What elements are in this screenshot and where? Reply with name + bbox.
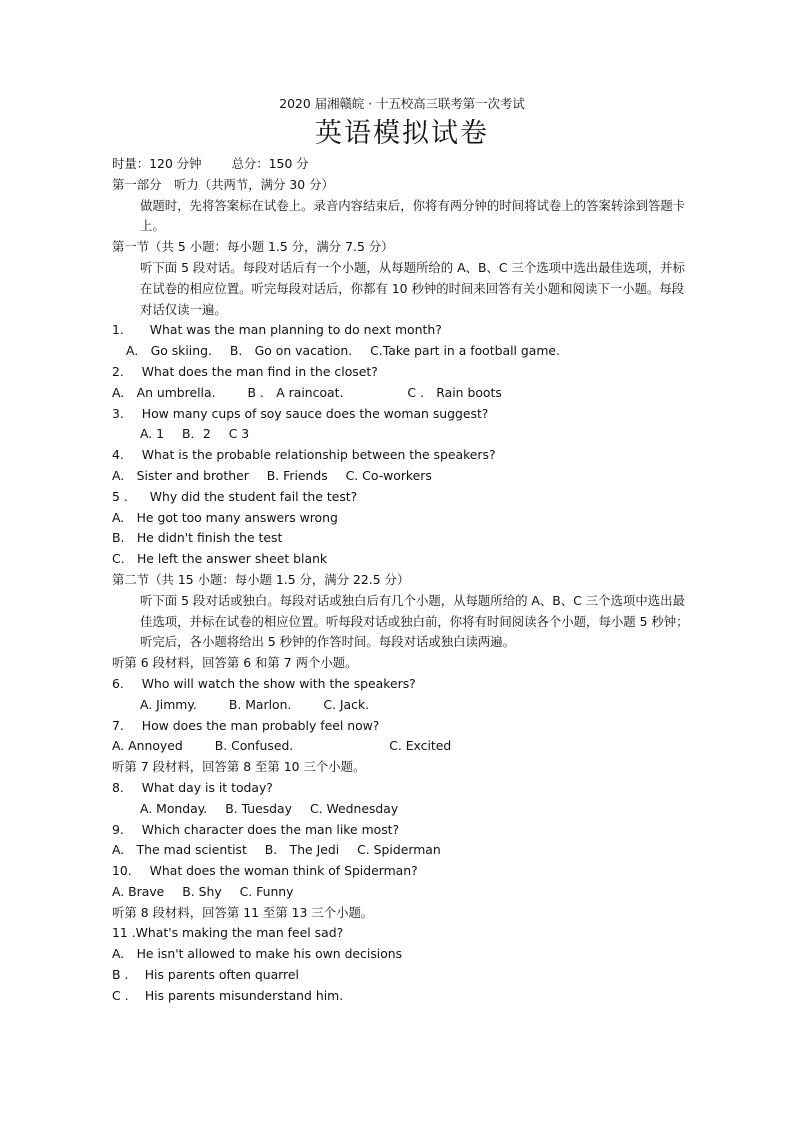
material-7-note: 听第 7 段材料，回答第 8 至第 10 三个小题。 [112, 759, 366, 775]
question-5 [112, 487, 692, 508]
option-c: C. He left the answer sheet blank [112, 551, 328, 567]
question-9-options [112, 840, 692, 861]
option-b: B . His parents often quarrel [112, 967, 299, 983]
question-number: 9. [112, 821, 124, 837]
exam-total: 总分：150 分 [231, 156, 309, 171]
question-6 [112, 674, 692, 695]
option-c: C.Take part in a football game. [370, 343, 560, 359]
question-number: 5 . [112, 488, 128, 504]
option-a: A. The mad scientist [112, 842, 247, 858]
question-text: Why did the student fail the test? [149, 488, 358, 504]
option-b: B. Tuesday [225, 800, 292, 816]
option-a: A. Brave [112, 883, 165, 899]
option-c: C 3 [228, 426, 250, 442]
question-number: 11 . [112, 925, 136, 941]
question-3-options [112, 424, 692, 445]
question-number: 8. [112, 779, 124, 795]
option-a: A. Jimmy. [140, 696, 197, 712]
question-number: 7. [112, 717, 124, 733]
question-text: Which character does the man like most? [141, 821, 400, 837]
option-c: C . Rain boots [407, 384, 502, 400]
section1-instruction: 听下面 5 段对话。每段对话后有一个小题，从每题所给的 A、B、C 三个选项中选出最佳选项，并标在试卷的相应位置。听完每段对话后，你都有 10 秒钟的时间来回答有关小题和阅读下一小题。每段对话仅读一遍。 [140, 259, 685, 317]
question-8-options [112, 799, 692, 820]
question-8 [112, 778, 692, 799]
question-number: 4. [112, 447, 124, 463]
question-2 [112, 362, 692, 383]
question-6-options [112, 695, 692, 716]
option-b: B. He didn't finish the test [112, 530, 283, 546]
option-a: A. Monday. [140, 800, 208, 816]
question-11 [112, 923, 692, 944]
question-7-options [112, 736, 692, 757]
option-c: C . His parents misunderstand him. [112, 987, 344, 1003]
question-text: What was the man planning to do next month? [149, 322, 442, 338]
question-text: What day is it today? [141, 779, 273, 795]
exam-page [112, 94, 692, 1007]
question-1-options [112, 341, 692, 362]
option-a: A. He isn't allowed to make his own decisions [112, 946, 403, 962]
section2-instruction: 听下面 5 段对话或独白。每段对话或独白后有几个小题，从每题所给的 A、B、C 三个选项中选出最佳选项，并标在试卷的相应位置。听每段对话或独白前，你将有时间阅读各个小题，每小题 5 秒钟；听完后，各小题将给出 5 秒钟的作答时间。每段对话或独白读两遍。 [140, 592, 689, 650]
question-4 [112, 445, 692, 466]
question-text: How many cups of soy sauce does the woman suggest? [141, 405, 489, 421]
option-c: C. Spiderman [357, 842, 441, 858]
part1-heading: 第一部分 听力（共两节，满分 30 分） [112, 176, 334, 192]
option-a: A. Annoyed [112, 738, 183, 754]
question-9 [112, 820, 692, 841]
option-a: A. Go skiing. [126, 343, 212, 359]
question-text: What does the woman think of Spiderman? [149, 863, 418, 879]
material-6-note: 听第 6 段材料，回答第 6 和第 7 两个小题。 [112, 655, 358, 671]
section2-heading: 第二节（共 15 小题：每小题 1.5 分，满分 22.5 分） [112, 571, 410, 587]
section1-heading: 第一节（共 5 小题：每小题 1.5 分，满分 7.5 分） [112, 239, 394, 255]
question-number: 10. [112, 863, 132, 879]
option-c: C. Excited [389, 738, 452, 754]
question-4-options [112, 466, 692, 487]
question-number: 2. [112, 363, 124, 379]
question-3 [112, 404, 692, 425]
material-8-note: 听第 8 段材料，回答第 11 至第 13 三个小题。 [112, 904, 374, 920]
exam-time: 时量：120 分钟 [112, 156, 202, 171]
exam-subtitle: 2020 届湘赣皖 · 十五校高三联考第一次考试 [279, 96, 525, 111]
option-b: B. Marlon. [228, 696, 292, 712]
question-number: 3. [112, 405, 124, 421]
option-c: C. Wednesday [309, 800, 399, 816]
option-b: B．2 [181, 426, 211, 442]
question-10 [112, 861, 692, 882]
question-text: What does the man find in the closet? [141, 363, 378, 379]
option-c: C. Co-workers [345, 467, 432, 483]
part1-instruction: 做题时，先将答案标在试卷上。录音内容结束后，你将有两分钟的时间将试卷上的答案转涂到答题卡上。 [140, 197, 686, 234]
question-2-options [112, 383, 692, 404]
option-b: B. Shy [182, 883, 222, 899]
question-text: What is the probable relationship between the speakers? [141, 447, 496, 463]
question-number: 6. [112, 675, 124, 691]
question-text: What's making the man feel sad? [135, 925, 344, 941]
option-b: B. Confused. [214, 738, 294, 754]
question-7 [112, 716, 692, 737]
question-10-options [112, 882, 692, 903]
question-number: 1. [112, 322, 124, 338]
option-c: C. Funny [239, 883, 294, 899]
question-1 [112, 320, 692, 341]
option-b: B. Friends [266, 467, 328, 483]
option-b: B. The Jedi [264, 842, 340, 858]
option-a: A. 1 [140, 426, 165, 442]
exam-title: 英语模拟试卷 [315, 118, 489, 149]
question-text: How does the man probably feel now? [141, 717, 380, 733]
exam-meta [112, 154, 692, 175]
option-a: A. He got too many answers wrong [112, 509, 338, 525]
option-b: B . A raincoat. [247, 384, 344, 400]
option-a: A. Sister and brother [112, 467, 249, 483]
option-a: A. An umbrella. [112, 384, 216, 400]
option-c: C. Jack. [323, 696, 370, 712]
option-b: B. Go on vacation. [229, 343, 353, 359]
question-text: Who will watch the show with the speakers? [141, 675, 416, 691]
